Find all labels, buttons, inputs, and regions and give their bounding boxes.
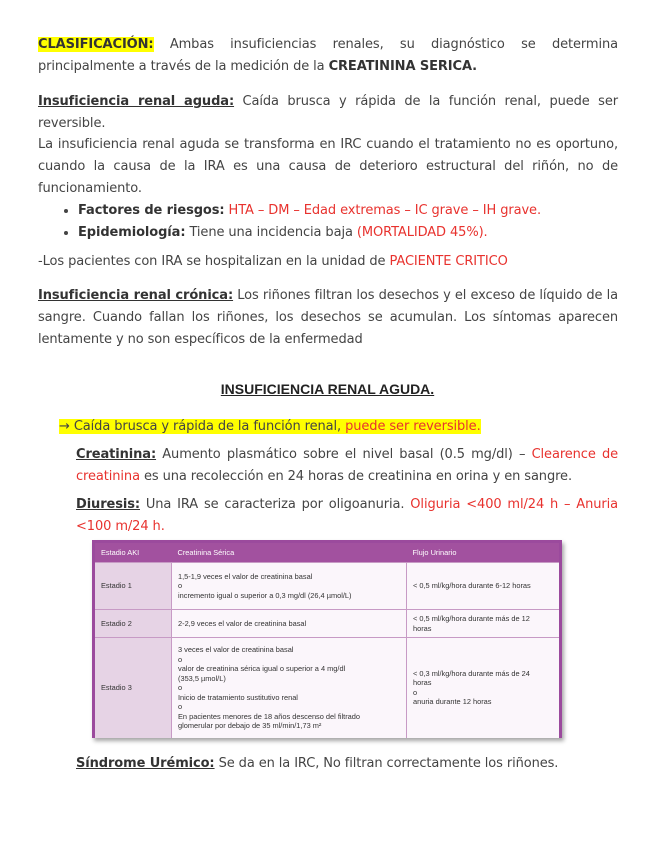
creatinina-cell: 3 veces el valor de creatinina basal o valor de creatinina sérica igual o superior a 4 mg/dl (353,5 µmol/L) o Inicio de tratamiento sustitutivo renal o En pacientes menores de 18 años descenso del filtrado glomerular por debajo de 35 ml/min/1,73 m² [172, 638, 407, 738]
hospital-paragraph [38, 251, 618, 273]
diuresis-text: Una IRA se caracteriza por oligoanuria. [139, 497, 411, 512]
clasificacion-paragraph [38, 34, 618, 78]
arrow-highlight-line [59, 416, 481, 438]
table-row [95, 638, 559, 738]
epidemiologia-text: Tiene una incidencia baja [189, 225, 357, 240]
reversible-emphasis: puede ser reversible. [345, 419, 481, 434]
header-estadio: Estadio AKI [95, 543, 172, 563]
irc-paragraph [38, 285, 618, 351]
creatinina-paragraph [76, 444, 618, 488]
flujo-cell: < 0,3 ml/kg/hora durante más de 24 horas o anuria durante 12 horas [407, 638, 560, 738]
irc-label: Insuficiencia renal crónica: [38, 288, 234, 303]
flujo-cell: < 0,5 ml/kg/hora durante más de 12 horas [407, 610, 560, 638]
stage-cell: Estadio 3 [95, 638, 172, 738]
header-flujo: Flujo Urinario [407, 543, 560, 563]
diuresis-label: Diuresis: [76, 497, 140, 512]
ira-transform-text: La insuficiencia renal aguda se transforma en IRC cuando el tratamiento no es oportuno, cuando la causa de la IRA es una causa de deterioro estructural del riñón, no de funcionamiento. [38, 137, 618, 196]
aki-table-image [92, 540, 562, 738]
flujo-cell: < 0,5 ml/kg/hora durante 6-12 horas [407, 563, 560, 610]
creatinina-serica-emphasis: CREATININA SERICA. [328, 59, 478, 74]
sindrome-text: Se da en la IRC, No filtran correctamente los riñones. [214, 756, 559, 771]
section-title: INSUFICIENCIA RENAL AGUDA. [220, 381, 435, 397]
header-creatinina: Creatinina Sérica [172, 543, 407, 563]
stage-cell: Estadio 1 [95, 563, 172, 610]
aki-header-row [95, 543, 559, 563]
paciente-critico-emphasis: PACIENTE CRITICO [389, 254, 508, 269]
aki-table [95, 543, 559, 738]
arrow-text: → Caída brusca y rápida de la función renal, [59, 419, 346, 434]
table-row [95, 610, 559, 638]
factores-value: HTA – DM – Edad extremas – IC grave – IH grave. [228, 203, 541, 218]
list-item-epidemiologia [78, 222, 638, 244]
epidemiologia-label: Epidemiología: [78, 225, 186, 240]
bullet-list [58, 200, 638, 244]
stage-cell: Estadio 2 [95, 610, 172, 638]
oliguria-emphasis: Oliguria <400 ml/24 h – Anuria <100 m/24 h. [76, 497, 618, 534]
creatinina-label: Creatinina: [76, 447, 157, 462]
sindrome-paragraph [76, 753, 618, 775]
sindrome-label: Síndrome Urémico: [76, 756, 215, 771]
clasificacion-label: CLASIFICACIÓN: [38, 37, 154, 52]
ira-label: Insuficiencia renal aguda: [38, 94, 235, 109]
ira-transform-paragraph [38, 134, 618, 200]
clearence-emphasis: Clearence de creatinina [76, 447, 619, 484]
creatinina-cell: 1,5-1,9 veces el valor de creatinina basal o incremento igual o superior a 0,3 mg/dl (26,4 µmol/L) [172, 563, 407, 610]
clasificacion-text: Ambas insuficiencias renales, su diagnóstico se determina principalmente a través de la medición de la [38, 37, 618, 74]
diuresis-paragraph [76, 494, 618, 538]
creatinina-text: Aumento plasmático sobre el nivel basal (0.5 mg/dl) – [156, 447, 532, 462]
hospital-text: -Los pacientes con IRA se hospitalizan en la unidad de [38, 254, 390, 269]
factores-label: Factores de riesgos: [78, 203, 225, 218]
irc-text: Los riñones filtran los desechos y el exceso de líquido de la sangre. Cuando fallan los riñones, los desechos se acumulan. Los síntomas aparecen lentamente y no son específicos de la enfermedad [38, 288, 619, 347]
list-item-factores [78, 200, 638, 222]
ira-text: Caída brusca y rápida de la función renal, puede ser reversible. [38, 94, 618, 131]
creatinina-text2: es una recolección en 24 horas de creatinina en orina y en sangre. [139, 469, 572, 484]
table-row [95, 563, 559, 610]
ira-paragraph [38, 91, 618, 135]
mortalidad-value: (MORTALIDAD 45%). [356, 225, 488, 240]
creatinina-cell: 2-2,9 veces el valor de creatinina basal [172, 610, 407, 638]
